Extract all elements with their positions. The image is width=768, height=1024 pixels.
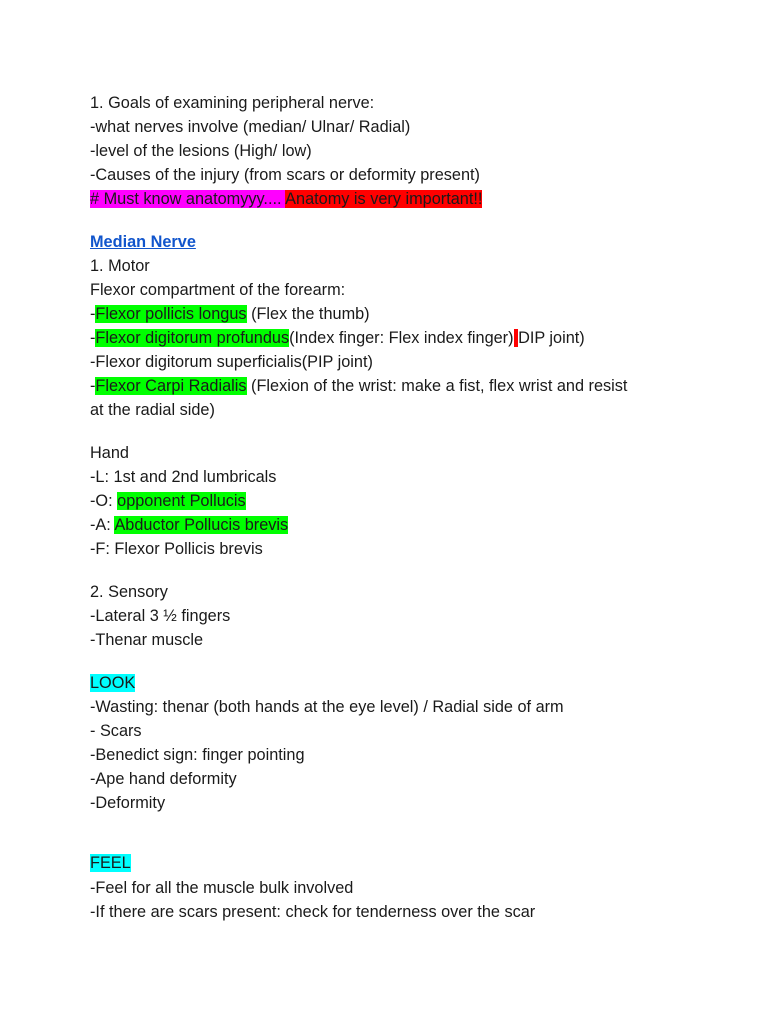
hand-a-prefix: -A: [90, 516, 115, 534]
fcr-line-continued: at the radial side) [90, 401, 215, 419]
fcr-name: Flexor Carpi Radialis [95, 377, 247, 395]
hand-a-line [90, 515, 288, 535]
fcr-dash: - [90, 377, 96, 395]
fcr-note: (Flexion of the wrist: make a fist, flex wrist and resist [246, 377, 628, 395]
hand-o-prefix: -O: [90, 492, 118, 510]
feel-heading: FEEL [90, 854, 131, 872]
goals-line-3: -Causes of the injury (from scars or deformity present) [90, 166, 480, 184]
fdp-note-2: DIP joint) [518, 329, 585, 347]
warning-part-2: Anatomy is very important!! [285, 190, 483, 208]
fpl-name: Flexor pollicis longus [95, 305, 247, 323]
look-line-2: - Scars [90, 722, 142, 740]
fdp-line [90, 328, 585, 348]
fdp-note: (Index finger: Flex index finger) [289, 329, 514, 347]
hand-f-line: -F: Flexor Pollicis brevis [90, 540, 263, 558]
goals-line-2: -level of the lesions (High/ low) [90, 142, 312, 160]
hand-a-name: Abductor Pollucis brevis [114, 516, 289, 534]
hand-o-line [90, 491, 246, 511]
hand-o-name: opponent Pollucis [117, 492, 246, 510]
goals-heading: 1. Goals of examining peripheral nerve: [90, 94, 375, 112]
warning-part-1: # Must know anatomyyy.... [90, 190, 286, 208]
fdp-name: Flexor digitorum profundus [95, 329, 290, 347]
feel-heading-line [90, 853, 131, 873]
anatomy-warning [90, 189, 482, 209]
fdp-dash: - [90, 329, 96, 347]
median-nerve-link[interactable]: Median Nerve [90, 233, 196, 251]
fcr-line [90, 376, 627, 396]
sensory-line-1: -Lateral 3 ½ fingers [90, 607, 231, 625]
look-heading: LOOK [90, 674, 136, 692]
feel-line-1: -Feel for all the muscle bulk involved [90, 879, 354, 897]
sensory-heading: 2. Sensory [90, 583, 168, 601]
fpl-line [90, 304, 370, 324]
fds-line: -Flexor digitorum superficialis(PIP joint) [90, 353, 373, 371]
look-line-1: -Wasting: thenar (both hands at the eye level) / Radial side of arm [90, 698, 564, 716]
goals-line-1: -what nerves involve (median/ Ulnar/ Radial) [90, 118, 411, 136]
look-line-4: -Ape hand deformity [90, 770, 237, 788]
look-line-3: -Benedict sign: finger pointing [90, 746, 305, 764]
flexor-compartment-heading: Flexor compartment of the forearm: [90, 281, 346, 299]
feel-line-2: -If there are scars present: check for tenderness over the scar [90, 903, 536, 921]
motor-heading: 1. Motor [90, 257, 150, 275]
sensory-line-2: -Thenar muscle [90, 631, 204, 649]
look-line-5: -Deformity [90, 794, 166, 812]
look-heading-line [90, 673, 135, 693]
fpl-dash: - [90, 305, 96, 323]
hand-heading: Hand [90, 444, 129, 462]
fpl-note: (Flex the thumb) [246, 305, 370, 323]
hand-l-line: -L: 1st and 2nd lumbricals [90, 468, 277, 486]
median-nerve-title[interactable] [90, 232, 196, 252]
